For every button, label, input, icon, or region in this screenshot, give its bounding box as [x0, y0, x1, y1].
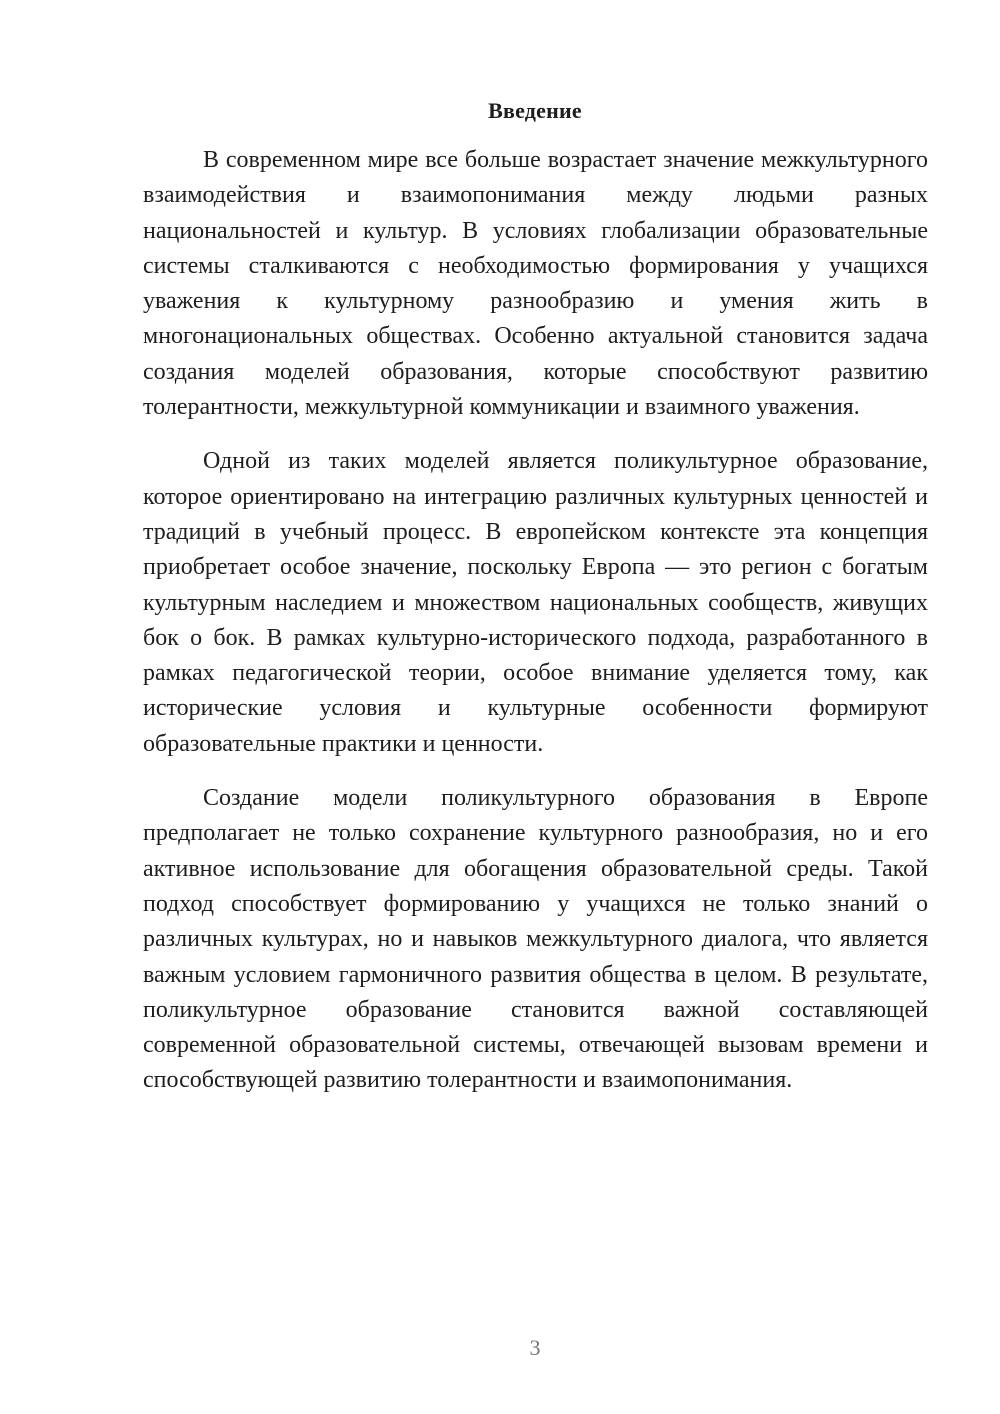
paragraph-2: Одной из таких моделей является поликультурное образование, которое ориентировано на интеграцию различных культурных ценностей и традиций в учебный процесс. В европейском контексте эта концепция приобретает особое значение, поскольку Европа — это регион с богатым культурным наследием и множеством национальных сообществ, живущих бок о бок. В рамках культурно-исторического подхода, разработанного в рамках педагогической теории, особое внимание уделяется тому, как исторические условия и культурные особенности формируют образовательные практики и ценности. [143, 448, 928, 757]
paragraph-1: В современном мире все больше возрастает значение межкультурного взаимодействия и взаимопонимания между людьми разных национальностей и культур. В условиях глобализации образовательные системы сталкиваются с необходимостью формирования у учащихся уважения к культурному разнообразию и умения жить в многонациональных обществах. Особенно актуальной становится задача создания моделей образования, которые способствуют развитию толерантности, межкультурной коммуникации и взаимного уважения. [143, 147, 928, 421]
page-number: 3 [529, 1335, 541, 1360]
section-title: Введение [488, 98, 582, 123]
paragraph-3: Создание модели поликультурного образования в Европе предполагает не только сохранение культурного разнообразия, но и его активное использование для обогащения образовательной среды. Такой подход способствует формированию у учащихся не только знаний о различных культурах, но и навыков межкультурного диалога, что является важным условием гармоничного развития общества в целом. В результате, поликультурное образование становится важной составляющей современной образовательной системы, отвечающей вызовам времени и способствующей развитию толерантности и взаимопонимания. [143, 785, 928, 1094]
body-text [143, 143, 928, 1118]
